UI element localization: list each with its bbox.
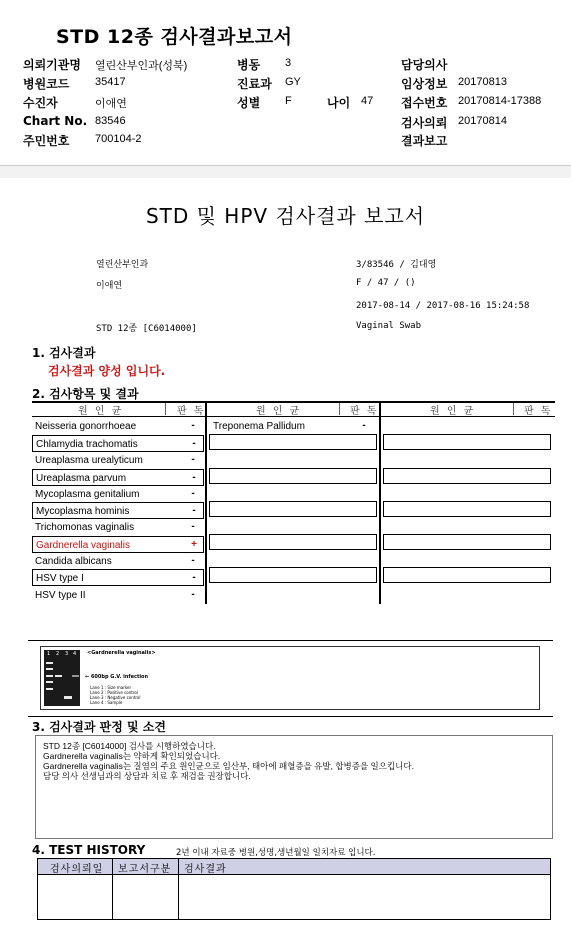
page-separator xyxy=(0,166,571,178)
gel-electrophoresis-image xyxy=(40,646,540,710)
report-patient: 이애연 xyxy=(96,281,123,291)
result-mark: - xyxy=(192,472,196,483)
col1-item-header: 원 인 균 xyxy=(78,406,124,417)
label-resident-number: 주민번호 xyxy=(23,134,70,148)
empty-result-cell xyxy=(209,468,377,484)
organism-name: Mycoplasma hominis xyxy=(36,506,130,517)
col1-result-header: 판 독 xyxy=(177,406,206,417)
gel-legend-item: Lane 2 : Positive control xyxy=(90,690,138,695)
result-mark: - xyxy=(191,589,195,600)
label-test-request: 검사의뢰 xyxy=(401,116,448,130)
result-mark: - xyxy=(191,420,195,431)
result-row xyxy=(32,587,204,604)
empty-result-cell xyxy=(209,567,377,583)
value-sex: F xyxy=(285,95,292,107)
header-divider xyxy=(339,403,340,415)
history-column-divider xyxy=(112,859,113,919)
empty-result-cell xyxy=(209,434,377,450)
result-row xyxy=(32,519,204,536)
gel-band xyxy=(46,675,53,677)
organism-name: Chlamydia trachomatis xyxy=(36,439,138,450)
empty-result-cell xyxy=(383,567,551,583)
opinion-line: STD 12종 [C6014000] 검사를 시행하였습니다. xyxy=(43,741,216,751)
label-patient: 수진자 xyxy=(23,96,58,110)
column-divider xyxy=(379,402,381,604)
result-mark: - xyxy=(192,572,196,583)
opinion-box xyxy=(35,735,553,839)
result-row xyxy=(32,569,204,586)
result-row xyxy=(32,435,204,452)
lane-number: 1 xyxy=(47,651,51,657)
header-divider xyxy=(513,403,514,415)
lane-number: 3 xyxy=(65,651,69,657)
organism-name: Treponema Pallidum xyxy=(213,421,305,432)
history-col-test-result: 검사결과 xyxy=(184,864,227,875)
empty-result-cell xyxy=(209,501,377,517)
organism-name: HSV type II xyxy=(35,590,86,601)
gel-bottom-rule xyxy=(28,716,553,717)
result-mark: - xyxy=(192,505,196,516)
organism-name: Ureaplasma urealyticum xyxy=(35,455,143,466)
history-table-header xyxy=(38,859,550,875)
report-sex-age: F / 47 / () xyxy=(356,278,416,288)
report-test-name: STD 12종 [C6014000] xyxy=(96,324,197,334)
organism-name: Gardnerella vaginalis xyxy=(36,540,130,551)
history-note: 2년 이내 자료중 병원,성명,생년월일 일치자료 입니다. xyxy=(176,848,376,858)
value-receipt-number: 20170814-17388 xyxy=(458,95,542,107)
value-chart-no: 83546 xyxy=(95,115,126,127)
result-mark: - xyxy=(362,420,366,431)
gel-legend xyxy=(90,685,140,705)
result-row xyxy=(32,486,204,503)
gel-band xyxy=(46,668,53,670)
value-patient: 이애연 xyxy=(95,98,127,110)
label-result-report: 결과보고 xyxy=(401,134,448,148)
organism-name: HSV type I xyxy=(36,573,84,584)
organism-name: Candida albicans xyxy=(35,556,112,567)
gel-band xyxy=(46,662,53,664)
section1-heading: 1. 검사결과 xyxy=(32,346,96,360)
result-mark: - xyxy=(191,555,195,566)
result-row xyxy=(32,452,204,469)
result-row xyxy=(210,418,375,435)
opinion-line: Gardnerella vaginalis는 약하게 확인되었습니다. xyxy=(43,751,221,761)
label-ward: 병동 xyxy=(237,58,261,72)
report-hospital: 열린산부인과 xyxy=(96,260,149,270)
gel-legend-item: Lane 3 : Negative control xyxy=(90,695,141,700)
lane-number: 4 xyxy=(73,651,77,657)
col3-result-header: 판 독 xyxy=(524,406,553,417)
value-resident-number: 700104-2 xyxy=(95,133,142,145)
gel-arrow-text: 600bp G.V. infection xyxy=(90,674,149,680)
col2-result-header: 판 독 xyxy=(350,406,379,417)
history-column-divider xyxy=(178,859,179,919)
result-row-positive xyxy=(32,536,204,553)
section3-heading: 3. 검사결과 판정 및 소견 xyxy=(32,720,166,734)
label-department: 진료과 xyxy=(237,77,272,91)
result-row xyxy=(32,502,204,519)
section4-heading: 4. TEST HISTORY xyxy=(32,843,146,857)
section2-heading: 2. 검사항목 및 결과 xyxy=(32,387,139,401)
gel-arrow-label: ← 600bp G.V. infection xyxy=(85,674,149,680)
lane-number: 2 xyxy=(56,651,60,657)
gel-band xyxy=(46,681,53,683)
history-col-report-type: 보고서구분 xyxy=(118,864,172,875)
report-header xyxy=(0,0,571,166)
empty-result-cell xyxy=(383,468,551,484)
result-mark: - xyxy=(192,438,196,449)
gel-photo xyxy=(44,650,80,706)
header-divider xyxy=(165,403,166,415)
empty-result-cell xyxy=(383,501,551,517)
result-row xyxy=(32,418,204,435)
label-clinical-info: 임상정보 xyxy=(401,77,448,91)
col3-item-header: 원 인 균 xyxy=(430,406,476,417)
report-title: STD 및 HPV 검사결과 보고서 xyxy=(145,204,426,228)
gel-caption: <Gardnerella vaginalis> xyxy=(87,650,156,656)
header-title: STD 12종 검사결과보고서 xyxy=(56,26,293,48)
opinion-line: Gardnerella vaginalis는 질염의 주요 원인균으로 임산부, 태아에 패혈증을 유발, 합병증을 일으킵니다. xyxy=(43,761,414,771)
result-row xyxy=(32,469,204,486)
gel-top-rule xyxy=(28,640,553,641)
label-chart-no: Chart No. xyxy=(23,114,88,128)
label-doctor: 담당의사 xyxy=(401,58,448,72)
gel-legend-item: Lane 1 : Size marker xyxy=(90,685,132,690)
label-receipt-number: 접수번호 xyxy=(401,96,448,110)
result-mark: + xyxy=(191,539,197,550)
report-chart-doctor: 3/83546 / 김대영 xyxy=(356,260,437,270)
value-clinical-info: 20170813 xyxy=(458,76,507,88)
gel-band xyxy=(46,688,53,690)
organism-name: Trichomonas vaginalis xyxy=(35,522,135,533)
gel-band xyxy=(64,696,72,699)
label-age: 나이 xyxy=(327,96,351,110)
value-requesting-institution: 열린산부인과(성북) xyxy=(95,60,188,72)
result-row xyxy=(32,553,204,570)
label-sex: 성별 xyxy=(237,96,261,110)
positive-result-text: 검사결과 양성 입니다. xyxy=(48,364,166,378)
value-age: 47 xyxy=(361,95,374,107)
column-divider xyxy=(205,402,207,604)
value-department: GY xyxy=(285,76,301,88)
col2-item-header: 원 인 균 xyxy=(256,406,302,417)
organism-name: Neisseria gonorrhoeae xyxy=(35,421,137,432)
value-test-request: 20170814 xyxy=(458,115,507,127)
empty-result-cell xyxy=(209,534,377,550)
gel-band xyxy=(55,675,62,677)
history-table xyxy=(37,858,551,920)
gel-legend-item: Lane 4 : Sample xyxy=(90,700,123,705)
result-mark: - xyxy=(191,521,195,532)
result-mark: - xyxy=(191,488,195,499)
result-mark: - xyxy=(191,454,195,465)
value-ward: 3 xyxy=(285,57,292,69)
organism-name: Mycoplasma genitalium xyxy=(35,489,140,500)
label-requesting-institution: 의뢰기관명 xyxy=(23,58,81,72)
gel-band xyxy=(72,675,79,677)
empty-result-cell xyxy=(383,434,551,450)
history-col-request-date: 검사의뢰일 xyxy=(50,864,104,875)
report-specimen: Vaginal Swab xyxy=(356,321,422,331)
label-hospital-code: 병원코드 xyxy=(23,77,70,91)
organism-name: Ureaplasma parvum xyxy=(36,473,127,484)
empty-result-cell xyxy=(383,534,551,550)
value-hospital-code: 35417 xyxy=(95,76,126,88)
report-dates: 2017-08-14 / 2017-08-16 15:24:58 xyxy=(356,301,530,311)
opinion-line: 담당 의사 선생님과의 상담과 치료 후 재검을 권장합니다. xyxy=(43,771,251,781)
